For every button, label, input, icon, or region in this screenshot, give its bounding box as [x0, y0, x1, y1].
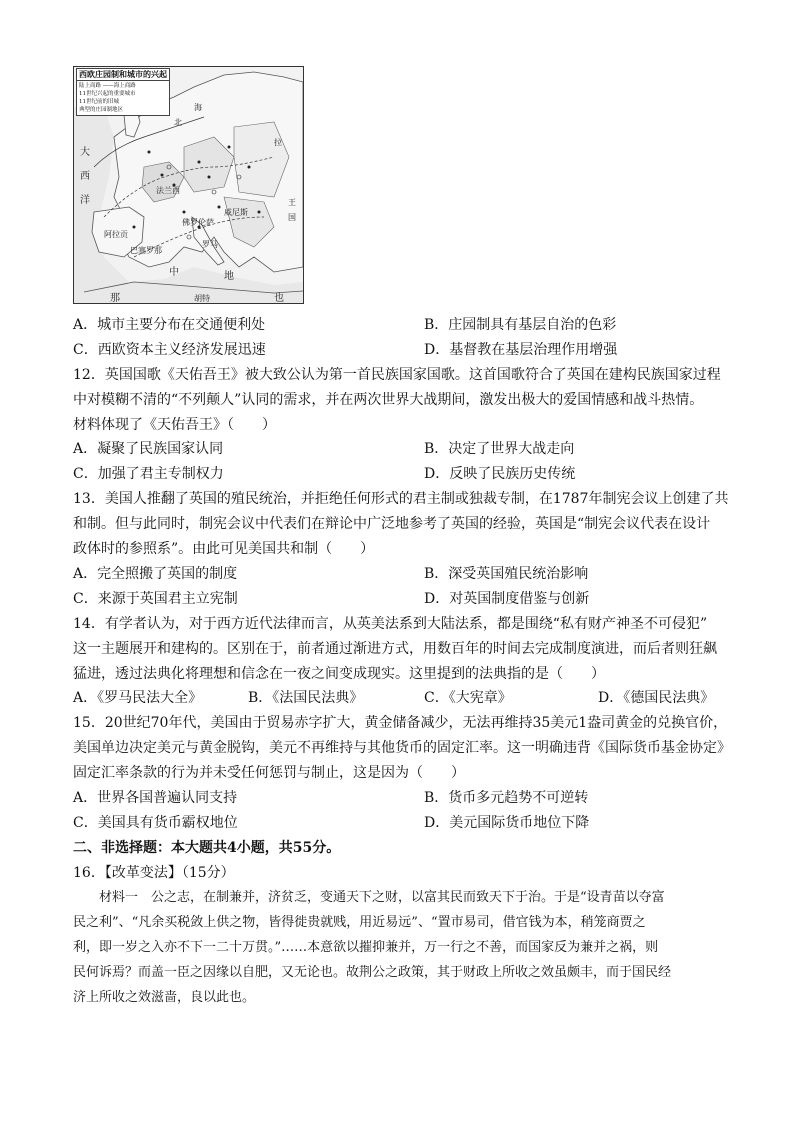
map-label: 佛罗伦萨: [182, 218, 214, 227]
q14-stem-line: 14．有学者认为，对于西方近代法律而言，从英美法系到大陆法系，都是围绕“私有财产神圣不可侵犯”: [73, 616, 708, 632]
map-label: 洋: [80, 195, 90, 206]
map-label: 也: [274, 293, 284, 304]
map-label: 罗马: [202, 240, 218, 249]
q15-option-c[interactable]: C．美国具有货币霸权地位: [73, 815, 238, 831]
q11-option-d[interactable]: D．基督教在基层治理作用增强: [424, 342, 618, 358]
q12-option-d[interactable]: D．反映了民族历史传统: [424, 466, 576, 482]
q11-option-b[interactable]: B．庄园制具有基层自治的色彩: [424, 317, 617, 333]
q11-option-a[interactable]: A．城市主要分布在交通便利处: [73, 317, 266, 333]
q16-material-line: 济上所收之效滋啬，良以此也。: [73, 990, 256, 1005]
q12-stem-line: 中对模糊不清的“不列颠人”认同的需求，并在两次世界大战期间，激发出极大的爱国情感和战斗热情。: [73, 392, 704, 408]
map-label: 威尼斯: [224, 208, 248, 217]
q15-option-a[interactable]: A．世界各国普遍认同支持: [73, 790, 238, 806]
map-label: 国: [288, 213, 296, 222]
q15-option-b[interactable]: B．货币多元趋势不可逆转: [424, 790, 589, 806]
q12-stem-line: 材料体现了《天佑吾王》（ ）: [73, 417, 276, 433]
legend-item: 典型的庄园制地区: [79, 107, 124, 113]
map-label: 法兰西: [156, 186, 180, 195]
map-label: 那: [110, 293, 120, 304]
q13-option-d[interactable]: D．对英国制度借鉴与创新: [424, 591, 590, 607]
q14-option-b[interactable]: B．《法国民法典》: [248, 690, 364, 706]
q14-option-c[interactable]: C．《大宪章》: [424, 690, 512, 706]
map-label: 王: [288, 198, 296, 207]
map-label: 海: [194, 103, 202, 112]
q16-material-line: 利，即一岁之入亦不下一二十万贯。”……本意欲以摧抑兼并，万一行之不善，而国家反为兼并之祸，则: [73, 940, 659, 955]
q15-option-d[interactable]: D．美元国际货币地位下降: [424, 815, 590, 831]
q12-option-c[interactable]: C．加强了君主专制权力: [73, 466, 224, 482]
map-label: 北: [174, 118, 182, 127]
q11-option-c[interactable]: C．西欧资本主义经济发展迅速: [73, 342, 266, 358]
q14-stem-line: 猛进，透过法典化将理想和信念在一夜之间变成现实。这里提到的法典指的是（ ）: [73, 666, 605, 682]
map-title: 西欧庄园制和城市的兴起: [76, 68, 170, 81]
q15-stem-line: 15．20世纪70年代，美国由于贸易赤字扩大，黄金储备减少，无法再维持35美元1盎司黄金的兑换官价，: [73, 715, 728, 731]
map-legend: [76, 80, 170, 116]
q13-option-c[interactable]: C．来源于英国君主立宪制: [73, 591, 238, 607]
q13-stem-line: 13．美国人推翻了英国的殖民统治，并拒绝任何形式的君主制或独裁专制，在1787年制宪会议上创建了共: [73, 491, 729, 507]
q16-title: 16．【改革变法】（15分）: [73, 865, 235, 881]
q16-material-line: 材料一 公之志，在制兼并，济贫乏，变通天下之财，以富其民而致天下于治。于是“设青苗以夺富: [73, 890, 665, 905]
map-label: 中: [169, 267, 179, 278]
europe-map-figure: [73, 66, 304, 304]
map-label: 西: [80, 171, 90, 182]
q15-stem-line: 固定汇率条款的行为并未受任何惩罚与制止，这是因为（ ）: [73, 765, 465, 781]
q12-option-a[interactable]: A．凝聚了民族国家认同: [73, 441, 224, 457]
q12-option-b[interactable]: B．决定了世界大战走向: [424, 441, 575, 457]
legend-item: 11世纪兴起的重要城市: [79, 91, 136, 97]
q14-stem-line: 这一主题展开和建构的。区别在于，前者通过渐进方式，用数百年的时间去完成制度演进，而后者则狂飙: [73, 641, 717, 657]
map-label: 大: [80, 147, 90, 158]
q13-option-b[interactable]: B．深受英国殖民统治影响: [424, 566, 589, 582]
q16-material-line: 民何诉焉？而盖一臣之因缘以自肥，又无论也。故荆公之政策，其于财政上所收之效虽颇丰，而于国民经: [73, 965, 672, 980]
q12-stem-line: 12．英国国歌《天佑吾王》被大致公认为第一首民族国家国歌。这首国歌符合了英国在建构民族国家过程: [73, 367, 721, 383]
q15-stem-line: 美国单边决定美元与黄金脱钩，美元不再维持与其他货币的固定汇率。这一明确违背《国际货币基金协定》: [73, 740, 731, 756]
map-label: 拉: [274, 138, 282, 147]
legend-item: 11世纪前的旧城: [79, 99, 119, 105]
q16-material-line: 民之利”、“凡余买税敛上供之物，皆得徙贵就贱，用近易远”、“置市易司，借官钱为本，稍笼商贾之: [73, 915, 646, 930]
q14-option-a[interactable]: A．《罗马民法大全》: [73, 690, 203, 706]
q13-stem-line: 政体时的参照系”。由此可见美国共和制（ ）: [73, 541, 375, 557]
q13-option-a[interactable]: A．完全照搬了英国的制度: [73, 566, 238, 582]
map-label: 地: [224, 271, 234, 282]
map-label: 阿拉贡: [104, 230, 128, 239]
map-label: 巴塞罗那: [130, 246, 162, 255]
legend-item: 陆上商路 ——海上商路: [79, 83, 136, 89]
q13-stem-line: 和制。但与此同时，制宪会议中代表们在辩论中广泛地参考了英国的经验，英国是“制宪会议代表在设计: [73, 516, 711, 532]
section-title: 二、非选择题：本大题共4小题，共55分。: [73, 840, 341, 856]
q14-option-d[interactable]: D．《德国民法典》: [598, 690, 715, 706]
map-label: 胡特: [194, 294, 210, 303]
